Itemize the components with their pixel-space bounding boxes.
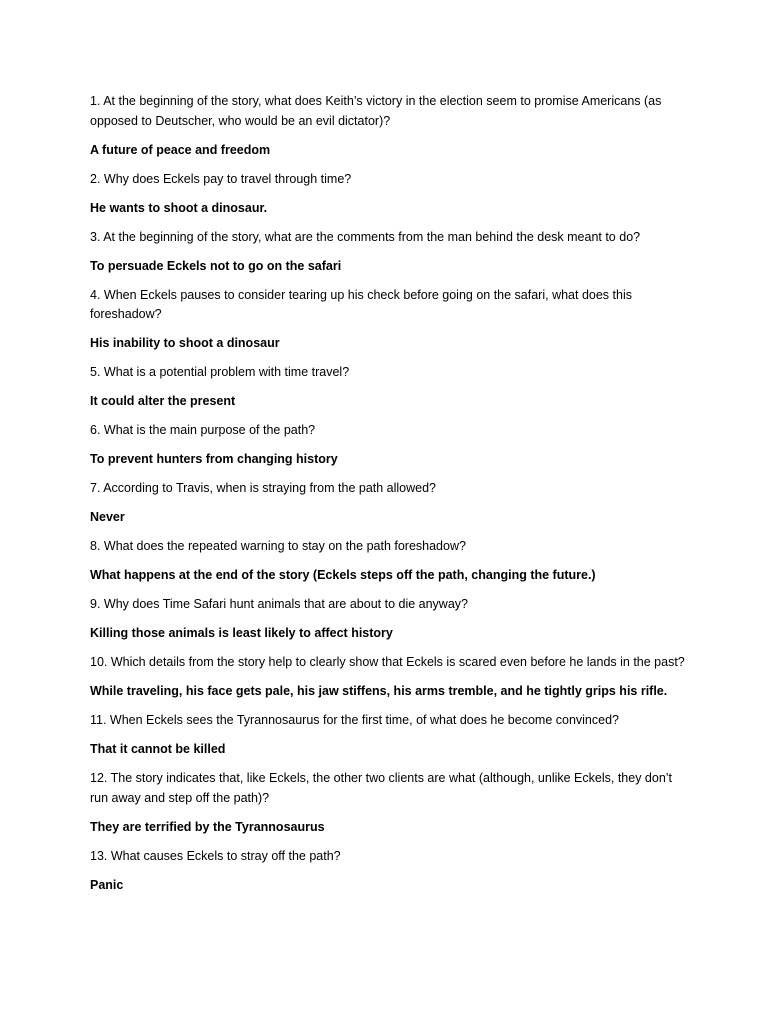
- question-7: 7. According to Travis, when is straying from the path allowed?: [90, 481, 437, 495]
- question-12: 12. The story indicates that, like Eckels, the other two clients are what (although, unlike Eckels, they don’t run away and step off the path)?: [90, 771, 673, 805]
- question-4: 4. When Eckels pauses to consider tearing up his check before going on the safari, what does this foreshadow?: [90, 287, 632, 321]
- question-8: 8. What does the repeated warning to stay on the path foreshadow?: [90, 539, 466, 553]
- answer-13: Panic: [90, 877, 124, 892]
- question-6: 6. What is the main purpose of the path?: [90, 423, 316, 437]
- question-9: 9. Why does Time Safari hunt animals that are about to die anyway?: [90, 597, 468, 611]
- question-2: 2. Why does Eckels pay to travel through time?: [90, 171, 352, 186]
- answer-9: Killing those animals is least likely to affect history: [90, 626, 393, 640]
- question-11: 11. When Eckels sees the Tyrannosaurus for the first time, of what does he become convinced?: [90, 713, 619, 727]
- answer-6: To prevent hunters from changing history: [90, 452, 338, 466]
- answer-5: It could alter the present: [90, 394, 236, 408]
- question-answer-list: [90, 92, 690, 905]
- answer-12: They are terrified by the Tyrannosaurus: [90, 819, 325, 834]
- answer-10: While traveling, his face gets pale, his jaw stiffens, his arms tremble, and he tightly grips his rifle.: [90, 684, 668, 698]
- answer-1: A future of peace and freedom: [90, 142, 271, 157]
- answer-11: That it cannot be killed: [90, 742, 226, 756]
- answer-2: He wants to shoot a dinosaur.: [90, 200, 268, 215]
- question-3: 3. At the beginning of the story, what are the comments from the man behind the desk meant to do?: [90, 229, 641, 244]
- answer-3: To persuade Eckels not to go on the safari: [90, 258, 342, 273]
- answer-4: His inability to shoot a dinosaur: [90, 336, 280, 350]
- question-13: 13. What causes Eckels to stray off the path?: [90, 848, 341, 863]
- answer-8: What happens at the end of the story (Eckels steps off the path, changing the future.): [90, 568, 596, 582]
- answer-7: Never: [90, 510, 125, 524]
- question-10: 10. Which details from the story help to clearly show that Eckels is scared even before he lands in the past?: [90, 655, 685, 669]
- question-5: 5. What is a potential problem with time travel?: [90, 365, 350, 379]
- question-1: 1. At the beginning of the story, what does Keith’s victory in the election seem to promise Americans (as opposed to Deutscher, who would be an evil dictator)?: [90, 94, 662, 128]
